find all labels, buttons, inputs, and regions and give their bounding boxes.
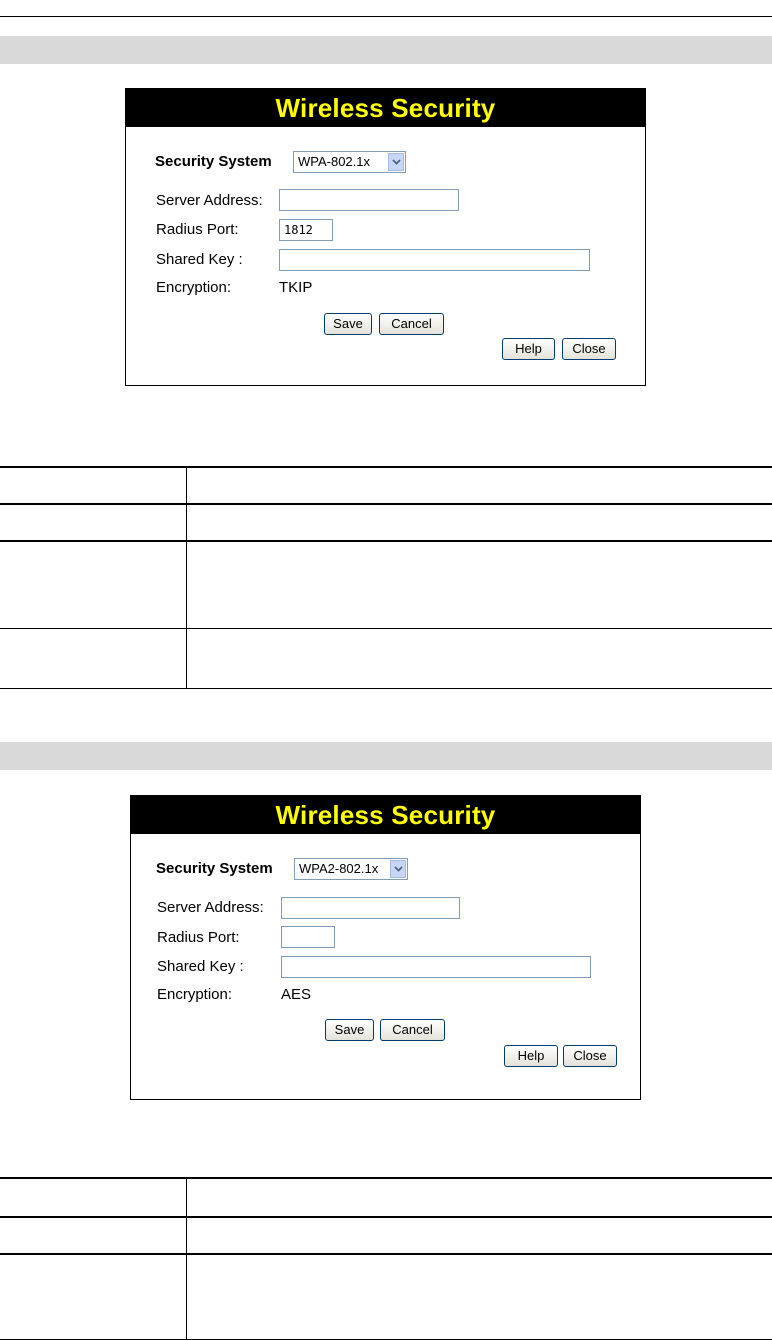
wireless-security-dialog: [130, 795, 641, 1100]
security-system-value: WPA-802.1x: [298, 154, 371, 169]
radius-port-input[interactable]: 1812: [279, 219, 333, 241]
save-button[interactable]: Save: [325, 1019, 374, 1041]
page-top-rule: [0, 16, 772, 17]
table-cell: [187, 628, 772, 688]
server-address-label: Server Address:: [157, 899, 264, 916]
table-cell: [187, 1254, 772, 1339]
table-cell: [187, 541, 772, 628]
cancel-button[interactable]: Cancel: [380, 1019, 445, 1041]
table-cell: [0, 467, 187, 504]
shared-key-input[interactable]: [279, 249, 590, 271]
server-address-input[interactable]: [281, 897, 460, 919]
radius-port-label: Radius Port:: [157, 929, 240, 946]
table-cell: [187, 1178, 772, 1217]
table-row: [0, 1178, 772, 1217]
security-system-value: WPA2-802.1x: [299, 861, 379, 876]
radius-port-input[interactable]: [281, 926, 335, 948]
encryption-value: TKIP: [279, 279, 313, 296]
security-system-select[interactable]: [294, 858, 408, 880]
security-system-label: Security System: [156, 860, 273, 877]
table-cell: [0, 1254, 187, 1339]
wireless-security-dialog: [125, 88, 646, 386]
close-button[interactable]: Close: [563, 1045, 617, 1067]
encryption-label: Encryption:: [157, 986, 233, 1003]
close-button[interactable]: Close: [562, 338, 616, 360]
chevron-down-icon[interactable]: [388, 153, 404, 171]
encryption-value: AES: [281, 986, 312, 1003]
table-cell: [0, 504, 187, 541]
table-cell: [187, 1217, 772, 1254]
shared-key-label: Shared Key :: [157, 958, 244, 975]
section-header-bar: [0, 36, 772, 64]
settings-table: [0, 1177, 772, 1340]
help-button[interactable]: Help: [504, 1045, 558, 1067]
table-cell: [187, 467, 772, 504]
radius-port-label: Radius Port:: [156, 221, 239, 238]
table-cell: [0, 1178, 187, 1217]
server-address-label: Server Address:: [156, 192, 263, 209]
cancel-button[interactable]: Cancel: [379, 313, 444, 335]
save-button[interactable]: Save: [324, 313, 372, 335]
server-address-input[interactable]: [279, 189, 459, 211]
shared-key-input[interactable]: [281, 956, 591, 978]
table-row: [0, 1217, 772, 1254]
help-button[interactable]: Help: [502, 338, 555, 360]
settings-table: [0, 466, 772, 689]
chevron-down-icon[interactable]: [390, 860, 406, 878]
table-row: [0, 467, 772, 504]
table-row: [0, 504, 772, 541]
section-header-bar: [0, 742, 772, 770]
table-row: [0, 541, 772, 628]
table-cell: [0, 1217, 187, 1254]
table-cell: [0, 628, 187, 688]
security-system-label: Security System: [155, 153, 272, 170]
security-system-select[interactable]: [293, 151, 406, 173]
dialog-title: Wireless Security: [126, 89, 645, 127]
table-cell: [187, 504, 772, 541]
table-row: [0, 628, 772, 688]
shared-key-label: Shared Key :: [156, 251, 243, 268]
table-cell: [0, 541, 187, 628]
table-row: [0, 1254, 772, 1339]
encryption-label: Encryption:: [156, 279, 232, 296]
dialog-title: Wireless Security: [131, 796, 640, 834]
